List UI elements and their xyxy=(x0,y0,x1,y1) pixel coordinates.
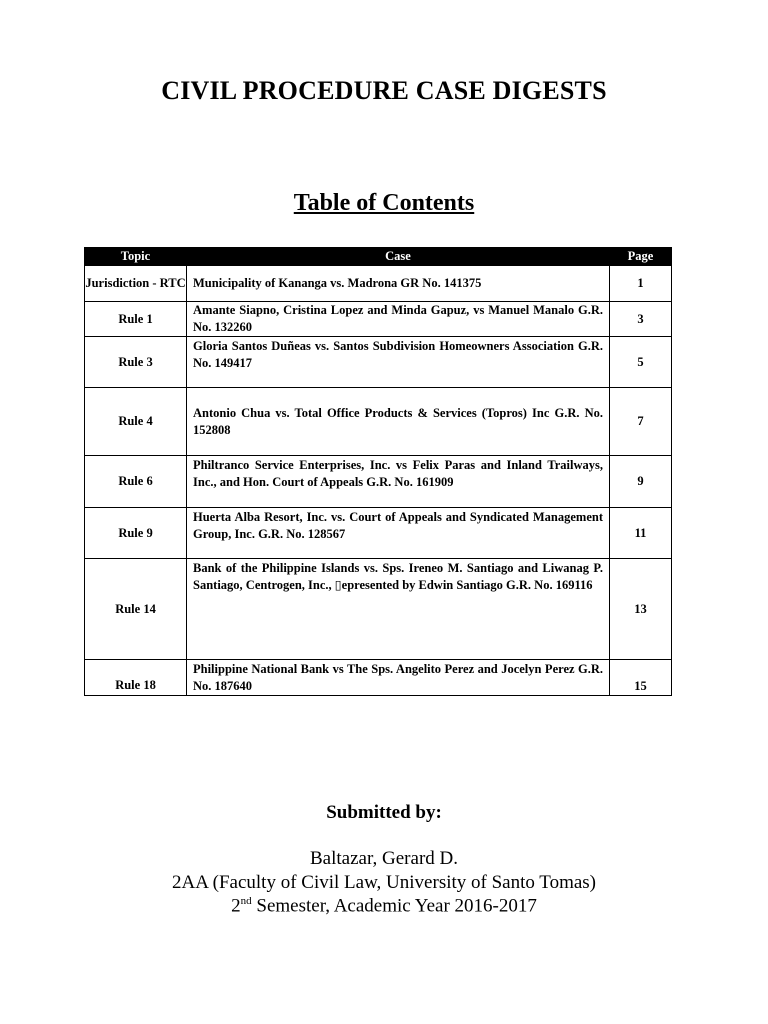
page-cell: 7 xyxy=(610,388,672,456)
table-row xyxy=(85,337,672,388)
page-cell: 11 xyxy=(610,508,672,559)
case-cell: Gloria Santos Duñeas vs. Santos Subdivision Homeowners Association G.R. No. 149417 xyxy=(187,337,610,388)
semester-number: 2 xyxy=(231,895,241,917)
column-header-case: Case xyxy=(187,248,610,266)
table-row xyxy=(85,559,672,660)
table-row xyxy=(85,266,672,302)
toc-table xyxy=(84,247,672,696)
submitted-by-label: Submitted by: xyxy=(326,802,442,823)
author-name: Baltazar, Gerard D. xyxy=(310,848,458,869)
case-cell: Antonio Chua vs. Total Office Products & Services (Topros) Inc G.R. No. 152808 xyxy=(187,388,610,456)
topic-cell: Jurisdiction - RTC xyxy=(85,266,187,302)
case-cell: Municipality of Kananga vs. Madrona GR No. 141375 xyxy=(187,266,610,302)
page-cell: 5 xyxy=(610,337,672,388)
page-cell: 3 xyxy=(610,302,672,337)
semester-rest: Semester, Academic Year 2016-2017 xyxy=(251,895,537,917)
table-row xyxy=(85,508,672,559)
table-header-row xyxy=(85,248,672,266)
topic-cell: Rule 4 xyxy=(85,388,187,456)
page-cell: 1 xyxy=(610,266,672,302)
toc-heading: Table of Contents xyxy=(293,190,475,216)
topic-cell: Rule 9 xyxy=(85,508,187,559)
table-row xyxy=(85,302,672,337)
topic-cell: Rule 3 xyxy=(85,337,187,388)
topic-cell: Rule 14 xyxy=(85,559,187,660)
table-row xyxy=(85,660,672,696)
case-cell: Huerta Alba Resort, Inc. vs. Court of Appeals and Syndicated Management Group, Inc. G.R. No. 128567 xyxy=(187,508,610,559)
page-cell: 15 xyxy=(610,660,672,696)
case-cell: Amante Siapno, Cristina Lopez and Minda Gapuz, vs Manuel Manalo G.R. No. 132260 xyxy=(187,302,610,337)
topic-cell: Rule 1 xyxy=(85,302,187,337)
page-cell: 9 xyxy=(610,456,672,508)
semester-suffix: nd xyxy=(240,895,252,907)
case-cell: Philtranco Service Enterprises, Inc. vs Felix Paras and Inland Trailways, Inc., and Hon. Court of Appeals G.R. No. 161909 xyxy=(187,456,610,508)
column-header-topic: Topic xyxy=(85,248,187,266)
topic-cell: Rule 6 xyxy=(85,456,187,508)
table-row xyxy=(85,456,672,508)
case-cell: Bank of the Philippine Islands vs. Sps. Ireneo M. Santiago and Liwanag P. Santiago, Centrogen, Inc., ▯epresented by Edwin Santiago G.R. No. 169116 xyxy=(187,559,610,660)
table-row xyxy=(85,388,672,456)
author-affiliation: 2AA (Faculty of Civil Law, University of Santo Tomas) xyxy=(171,872,596,893)
column-header-page: Page xyxy=(610,248,672,266)
case-cell: Philippine National Bank vs The Sps. Angelito Perez and Jocelyn Perez G.R. No. 187640 xyxy=(187,660,610,696)
semester-line xyxy=(0,895,768,917)
document-title: CIVIL PROCEDURE CASE DIGESTS xyxy=(161,76,607,105)
topic-cell: Rule 18 xyxy=(85,660,187,696)
page-cell: 13 xyxy=(610,559,672,660)
